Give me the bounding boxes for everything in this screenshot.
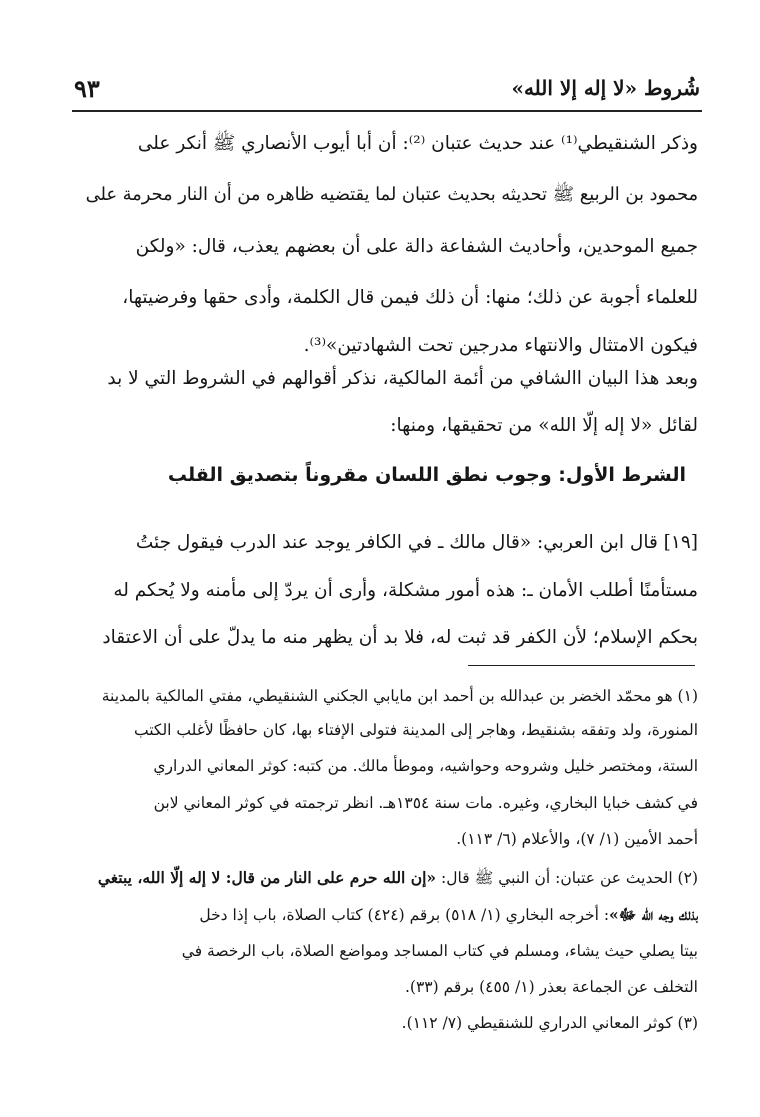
footnote-line: (٣) كوثر المعاني الدراري للشنقيطي (٧/ ١١٢). xyxy=(401,1014,698,1032)
footnote-line: أحمد الأمين (١/ ٧)، والأعلام (٦/ ١١٣). xyxy=(456,830,698,848)
body-line: وبعد هذا البيان االشافي من أئمة المالكية، نذكر أقوالهم في الشروط التي لا بد xyxy=(107,368,698,389)
body-line: فيكون الامتثال والانتهاء مدرجين تحت الشهادتين»⁽³⁾. xyxy=(303,335,698,356)
section-heading-lead: الشرط الأول: xyxy=(558,464,686,486)
footnote-line: المنورة، ولد وتفقه بشنقيط، وهاجر إلى المدينة فتولى الإفتاء بها، كان حافظًا لأغلب الكتب xyxy=(134,721,698,739)
footnote-line xyxy=(72,899,698,931)
footnote-text: (٢) الحديث عن عتبان: أن النبي ﷺ قال: xyxy=(436,869,698,887)
footnote-line: بيتا يصلي حيث يشاء، ومسلم في كتاب المساجد ومواضع الصلاة، باب الرخصة في xyxy=(181,942,698,960)
running-title: شُروط «لا إله إلا الله» xyxy=(511,76,700,100)
body-line: لقائل «لا إله إلّا الله» من تحقيقها، ومنها: xyxy=(390,415,698,436)
body-line: جميع الموحدين، وأحاديث الشفاعة دالة على أن بعضهم يعذب، قال: «ولكن xyxy=(135,236,698,257)
page-header xyxy=(72,70,702,112)
footnote-text: : أخرجه البخاري (١/ ٥١٨) برقم (٤٢٤) كتاب الصلاة، باب إذا دخل xyxy=(199,906,610,924)
body-line: محمود بن الربيع ﷺ تحديثه بحديث عتبان لما يقتضيه ظاهره من أن النار محرمة على xyxy=(85,184,698,205)
hadith-quote: «إن الله حرم على النار من قال: لا إله إلّا الله، يبتغي xyxy=(97,868,437,887)
footnote-divider xyxy=(468,665,695,666)
body-line: وذكر الشنقيطي⁽¹⁾ عند حديث عتبان ⁽²⁾: أن أبا أيوب الأنصاري ﷺ أنكر على xyxy=(137,133,698,154)
hadith-quote: بذلك وجه الله ﷻ» xyxy=(609,905,698,924)
section-heading-text: وجوب نطق اللسان مقروناً بتصديق القلب xyxy=(167,464,552,486)
body-line: للعلماء أجوبة عن ذلك؛ منها: أن ذلك فيمن قال الكلمة، وأدى حقها وفرضيتها، xyxy=(122,287,698,308)
footnote-line: في كشف خبايا البخاري، وغيره. مات سنة ١٣٥٤هـ. انظر ترجمته في كوثر المعاني لابن xyxy=(153,794,698,812)
footnote-line: (١) هو محمّد الخضر بن عبدالله بن أحمد ابن مايابي الجكني الشنقيطي، مفتي المالكية بالمدينة xyxy=(101,687,698,705)
body-line: مستأمنًا أطلب الأمان ـ: هذه أمور مشكلة، وأرى أن يردّ إلى مأمنه ولا يُحكم له xyxy=(113,580,698,601)
body-line: بحكم الإسلام؛ لأن الكفر قد ثبت له، فلا بد أن يظهر منه ما يدلّ على أن الاعتقاد xyxy=(102,627,698,648)
footnote-line xyxy=(72,862,698,894)
body-line: [١٩] قال ابن العربي: «قال مالك ـ في الكافر يوجد عند الدرب فيقول جئتُ xyxy=(135,532,698,553)
page-number: ٩٣ xyxy=(74,74,100,103)
footnote-line: التخلف عن الجماعة بعذر (١/ ٤٥٥) برقم (٣٣). xyxy=(404,978,698,996)
section-heading xyxy=(168,464,686,486)
footnote-line: الستة، ومختصر خليل وشروحه وحواشيه، وموطأ مالك. من كتبه: كوثر المعاني الدراري xyxy=(153,757,698,775)
